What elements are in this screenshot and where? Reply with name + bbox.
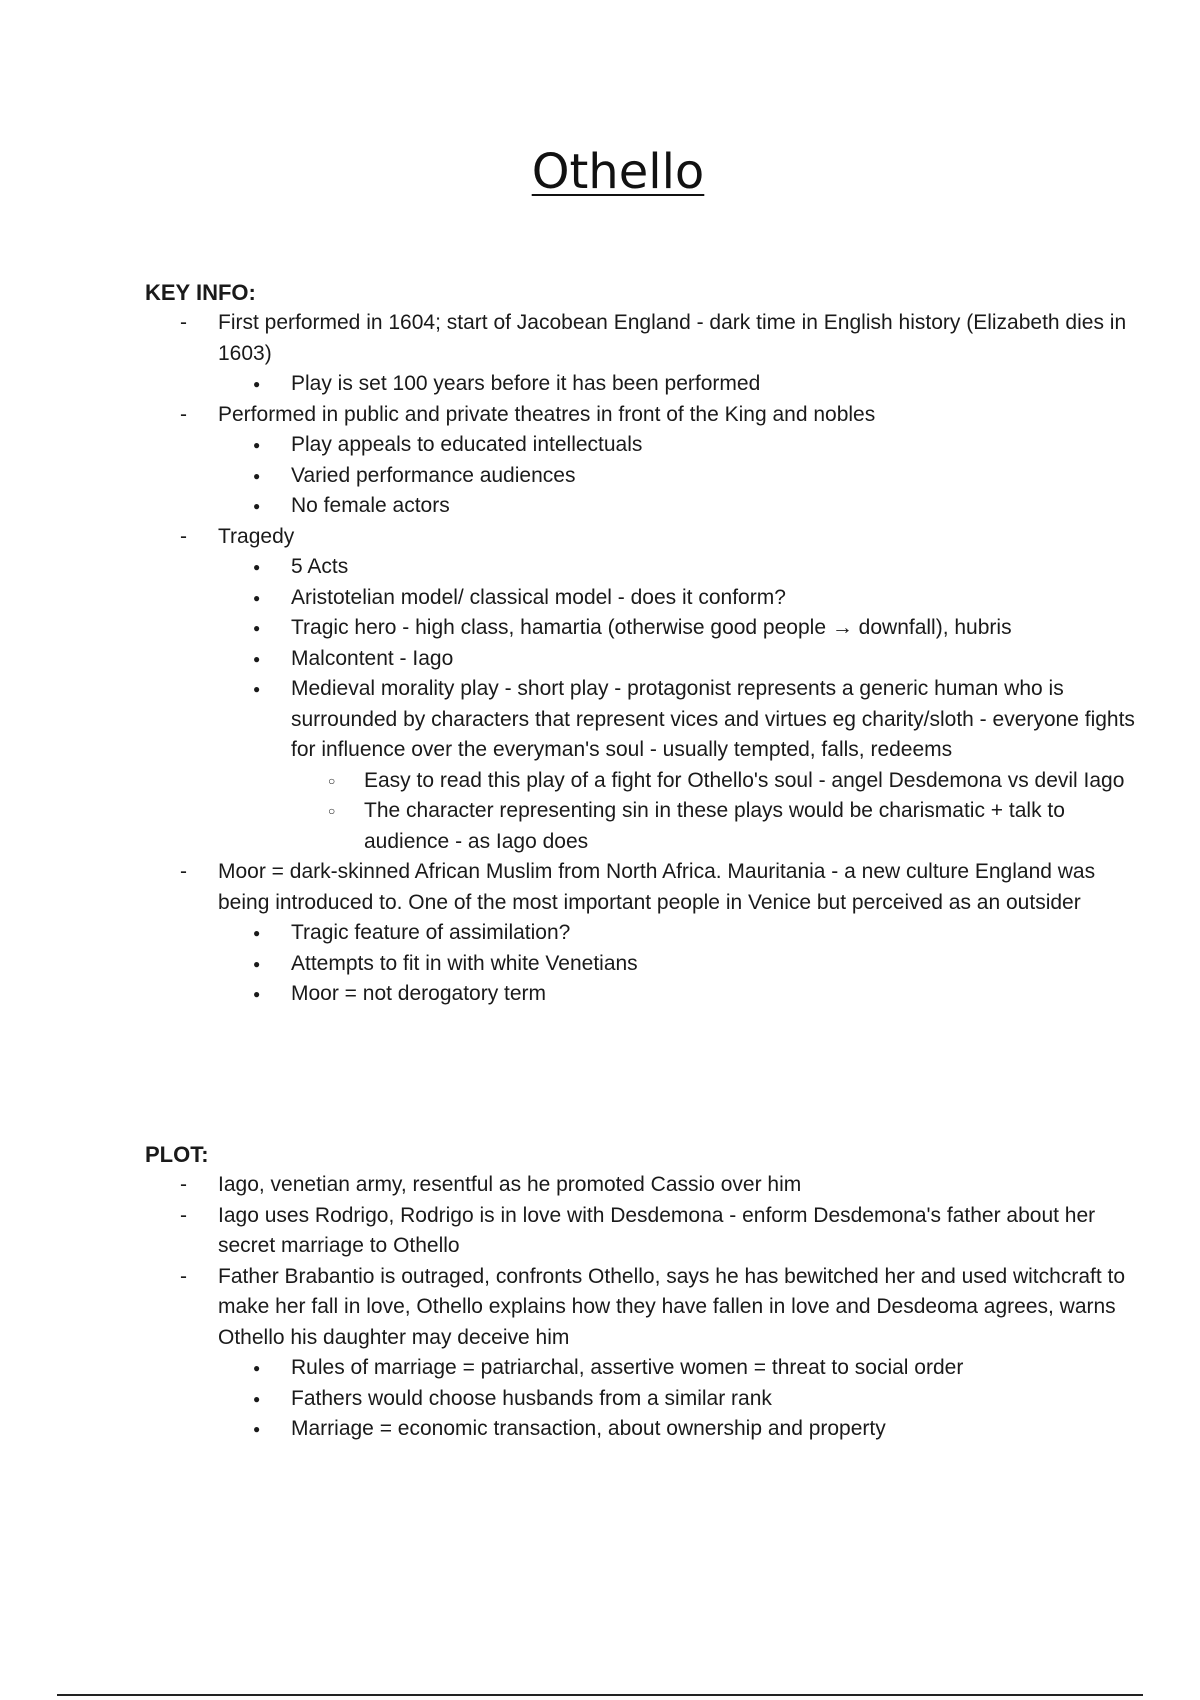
list-item: - Iago, venetian army, resentful as he promoted Cassio over him <box>145 1170 1135 1201</box>
plot-section <box>145 1140 1135 1445</box>
list-item: ● Aristotelian model/ classical model - does it conform? <box>145 583 1135 614</box>
list-item: - Iago uses Rodrigo, Rodrigo is in love with Desdemona - enform Desdemona's father about her secret marriage to Othello <box>145 1201 1135 1262</box>
key-info-list <box>145 308 1135 1010</box>
list-item: ● Play appeals to educated intellectuals <box>145 430 1135 461</box>
plot-list <box>145 1170 1135 1445</box>
list-item: ● Medieval morality play - short play - protagonist represents a generic human who is surrounded by characters that represent vices and virtues eg charity/sloth - everyone fights for influence over the everyman's soul - usually tempted, falls, redeems <box>145 674 1135 766</box>
list-item: - First performed in 1604; start of Jacobean England - dark time in English history (Elizabeth dies in 1603) <box>145 308 1135 369</box>
list-item: ○ Easy to read this play of a fight for Othello's soul - angel Desdemona vs devil Iago <box>145 766 1135 797</box>
list-item: - Moor = dark-skinned African Muslim from North Africa. Mauritania - a new culture England was being introduced to. One of the most important people in Venice but perceived as an outsider <box>145 857 1135 918</box>
key-info-section <box>145 278 1135 1010</box>
list-item: ● Attempts to fit in with white Venetians <box>145 949 1135 980</box>
list-item: ● Tragic feature of assimilation? <box>145 918 1135 949</box>
list-item: ● No female actors <box>145 491 1135 522</box>
plot-heading: PLOT: <box>145 1142 209 1167</box>
list-item: - Performed in public and private theatres in front of the King and nobles <box>145 400 1135 431</box>
footer-rule <box>57 1694 1143 1696</box>
list-item: - Tragedy <box>145 522 1135 553</box>
list-item: ● Marriage = economic transaction, about ownership and property <box>145 1414 1135 1445</box>
list-item: ● Rules of marriage = patriarchal, assertive women = threat to social order <box>145 1353 1135 1384</box>
key-info-heading: KEY INFO: <box>145 280 256 305</box>
list-item: ● Varied performance audiences <box>145 461 1135 492</box>
list-item: ● 5 Acts <box>145 552 1135 583</box>
page-title: Othello <box>531 144 705 200</box>
list-item: ● Moor = not derogatory term <box>145 979 1135 1010</box>
list-item: ● Fathers would choose husbands from a similar rank <box>145 1384 1135 1415</box>
list-item: ● Tragic hero - high class, hamartia (otherwise good people → downfall), hubris <box>145 613 1135 644</box>
list-item: ● Play is set 100 years before it has been performed <box>145 369 1135 400</box>
list-item: ● Malcontent - Iago <box>145 644 1135 675</box>
list-item: ○ The character representing sin in these plays would be charismatic + talk to audience - as Iago does <box>145 796 1135 857</box>
list-item: - Father Brabantio is outraged, confronts Othello, says he has bewitched her and used witchcraft to make her fall in love, Othello explains how they have fallen in love and Desdeoma agrees, warns Othello his daughter may deceive him <box>145 1262 1135 1354</box>
